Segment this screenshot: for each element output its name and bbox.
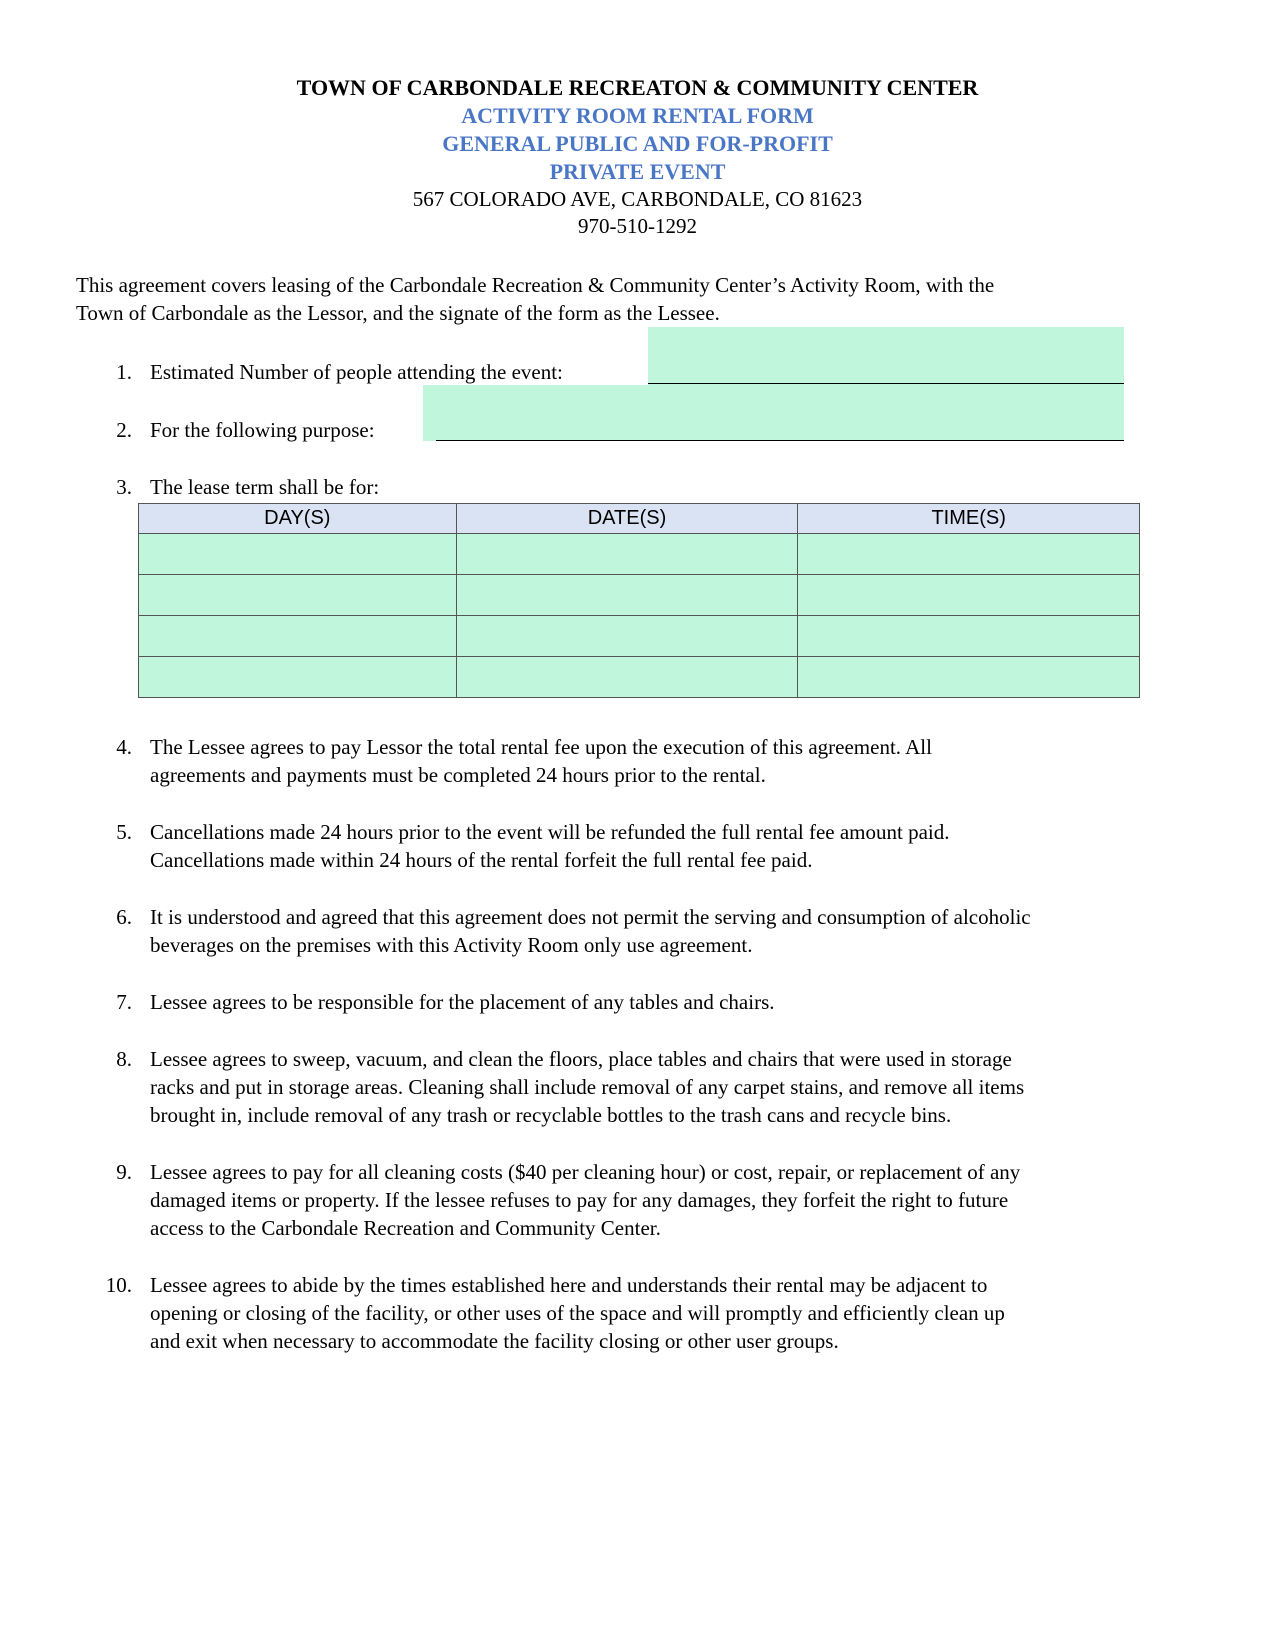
item-9-line: damaged items or property. If the lessee refuses to pay for any damages, they forfeit the right to future [150,1188,1009,1212]
item-7-number: 7. [116,990,132,1014]
item-3-number: 3. [116,475,132,499]
time-input-cell[interactable] [798,575,1140,616]
item-1-number: 1. [116,360,132,384]
lease-table-row [139,575,1140,616]
item-8-number: 8. [116,1047,132,1071]
item-9-line: Lessee agrees to pay for all cleaning costs ($40 per cleaning hour) or cost, repair, or replacement of any [150,1160,1021,1184]
item-5-line: Cancellations made 24 hours prior to the event will be refunded the full rental fee amount paid. [150,820,950,844]
item-1-label: Estimated Number of people attending the event: [150,360,563,384]
attendees-count-field[interactable] [648,327,1124,385]
item-5-line: Cancellations made within 24 hours of the rental forfeit the full rental fee paid. [150,848,813,872]
lease-table-row [139,534,1140,575]
intro-line-2: Town of Carbondale as the Lessor, and the signate of the form as the Lessee. [76,301,720,325]
date-input-cell[interactable] [456,616,798,657]
phone-line: 970-510-1292 [578,214,697,238]
time-input-cell[interactable] [798,616,1140,657]
time-input-cell[interactable] [798,657,1140,698]
item-7-line: Lessee agrees to be responsible for the placement of any tables and chairs. [150,990,775,1014]
item-2-label: For the following purpose: [150,418,375,442]
purpose-underline [436,440,1124,441]
item-9-number: 9. [116,1160,132,1184]
item-6-number: 6. [116,905,132,929]
lease-table-header-row [139,504,1140,534]
item-3-label: The lease term shall be for: [150,475,380,499]
form-subtitle-private-event: PRIVATE EVENT [549,159,726,184]
item-2-number: 2. [116,418,132,442]
item-4-number: 4. [116,735,132,759]
item-10-line: opening or closing of the facility, or other uses of the space and will promptly and efficiently clean up [150,1301,1005,1325]
address-line: 567 COLORADO AVE, CARBONDALE, CO 81623 [412,187,863,211]
item-6-line: beverages on the premises with this Activity Room only use agreement. [150,933,753,957]
item-5-number: 5. [116,820,132,844]
form-subtitle-general-public: GENERAL PUBLIC AND FOR-PROFIT [442,131,833,156]
item-6-line: It is understood and agreed that this agreement does not permit the serving and consumption of alcoholic [150,905,1031,929]
form-subtitle-activity-room: ACTIVITY ROOM RENTAL FORM [461,103,814,128]
purpose-field[interactable] [423,385,1124,441]
item-10-number: 10. [105,1273,132,1297]
date-input-cell[interactable] [456,534,798,575]
day-input-cell[interactable] [139,616,457,657]
day-input-cell[interactable] [139,575,457,616]
col-header-dates: DATE(S) [456,504,798,534]
lease-term-table [138,503,1140,698]
col-header-times: TIME(S) [798,504,1140,534]
form-title: TOWN OF CARBONDALE RECREATON & COMMUNITY CENTER [296,75,979,100]
item-8-line: Lessee agrees to sweep, vacuum, and clean the floors, place tables and chairs that were used in storage [150,1047,1012,1071]
date-input-cell[interactable] [456,657,798,698]
time-input-cell[interactable] [798,534,1140,575]
intro-line-1: This agreement covers leasing of the Carbondale Recreation & Community Center’s Activity Room, with the [76,273,995,297]
day-input-cell[interactable] [139,534,457,575]
item-8-line: racks and put in storage areas. Cleaning shall include removal of any carpet stains, and remove all items [150,1075,1025,1099]
item-8-line: brought in, include removal of any trash or recyclable bottles to the trash cans and recycle bins. [150,1103,952,1127]
item-10-line: Lessee agrees to abide by the times established here and understands their rental may be adjacent to [150,1273,988,1297]
item-9-line: access to the Carbondale Recreation and Community Center. [150,1216,661,1240]
attendees-underline [648,383,1124,384]
item-4-line: The Lessee agrees to pay Lessor the total rental fee upon the execution of this agreement. All [150,735,932,759]
day-input-cell[interactable] [139,657,457,698]
col-header-days: DAY(S) [139,504,457,534]
item-10-line: and exit when necessary to accommodate the facility closing or other user groups. [150,1329,839,1353]
lease-table-row [139,657,1140,698]
item-4-line: agreements and payments must be completed 24 hours prior to the rental. [150,763,766,787]
date-input-cell[interactable] [456,575,798,616]
lease-table-row [139,616,1140,657]
